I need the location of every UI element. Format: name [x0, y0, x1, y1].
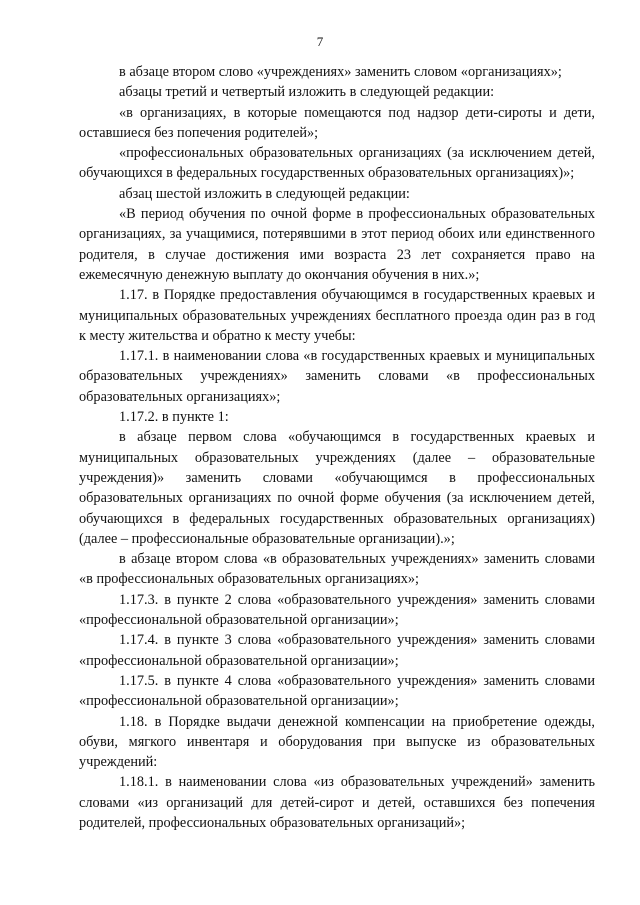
page-number: 7 — [316, 34, 324, 49]
paragraph: в абзаце втором слово «учреждениях» заменить словом «организациях»; — [119, 64, 562, 80]
paragraph: 1.17.3. в пункте 2 слова «образовательного учреждения» заменить словами «профессиональной образовательной организации»; — [79, 591, 595, 629]
paragraph: в абзаце первом слова «обучающимся в государственных краевых и муниципальных образовательных учреждениях (далее – образовательные учреждения)» заменить словами «обучающимся в профессиональных образовательных организациях по очной форме обучения (за исключением детей, обучающихся в федеральных государственных образовательных организациях) (далее – профессиональные образовательные организации).»; — [79, 429, 595, 547]
paragraph: 1.17.1. в наименовании слова «в государственных краевых и муниципальных образовательных учреждениях» заменить словами «в профессиональных образовательных организациях»; — [79, 348, 595, 405]
paragraph: 1.18.1. в наименовании слова «из образовательных учреждений» заменить словами «из организаций для детей-сирот и детей, оставшихся без попечения родителей, профессиональных образовательных организаций»; — [79, 774, 595, 831]
paragraph: «в организациях, в которые помещаются под надзор дети-сироты и дети, оставшиеся без попечения родителей»; — [79, 104, 595, 141]
paragraph: «профессиональных образовательных организациях (за исключением детей, обучающихся в федеральных государственных образовательных организациях)»; — [79, 145, 595, 182]
paragraph: абзацы третий и четвертый изложить в следующей редакции: — [119, 84, 495, 101]
paragraph: «В период обучения по очной форме в профессиональных образовательных организациях, за учащимися, потерявшими в этот период обоих или единственного родителя, в случае достижения ими возраста 23 лет сохраняется право на ежемесячную денежную выплату до окончания обучения в них.»; — [79, 206, 595, 283]
paragraph: 1.17.2. в пункте 1: — [119, 409, 229, 426]
paragraph: в абзаце втором слова «в образовательных учреждениях» заменить словами «в профессиональных образовательных организациях»; — [79, 551, 595, 588]
paragraph: 1.18. в Порядке выдачи денежной компенсации на приобретение одежды, обуви, мягкого инвентаря и оборудования при выпуске из образовательных учреждений: — [79, 713, 595, 771]
paragraph: 1.17. в Порядке предоставления обучающимся в государственных краевых и муниципальных образовательных учреждениях бесплатного проезда один раз в год к месту жительства и обратно к месту учебы: — [79, 287, 595, 344]
paragraph: 1.17.4. в пункте 3 слова «образовательного учреждения» заменить словами «профессиональной образовательной организации»; — [79, 632, 595, 669]
paragraph: 1.17.5. в пункте 4 слова «образовательного учреждения» заменить словами «профессиональной образовательной организации»; — [79, 672, 595, 710]
paragraph: абзац шестой изложить в следующей редакции: — [119, 185, 410, 202]
document-body — [79, 62, 595, 833]
